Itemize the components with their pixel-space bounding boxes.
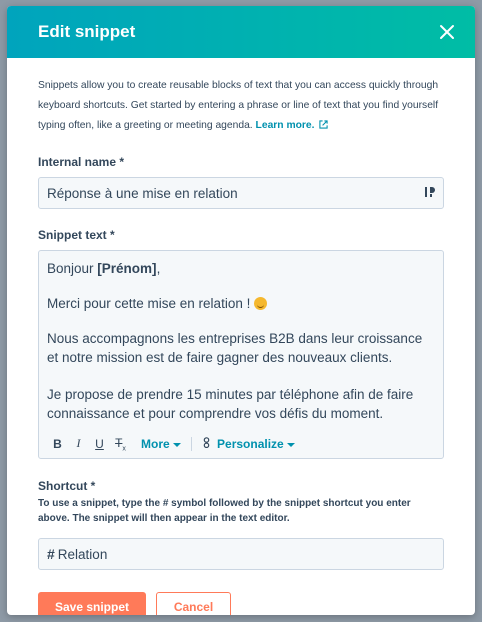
shortcut-label: Shortcut *: [38, 479, 96, 493]
intro-text: [38, 76, 444, 136]
close-icon[interactable]: [435, 20, 459, 44]
internal-name-input[interactable]: [38, 177, 444, 209]
external-link-icon: [319, 120, 328, 129]
modal-body: [7, 76, 475, 615]
firstname-token: [Prénom]: [97, 261, 157, 276]
field-action-icon[interactable]: [425, 186, 435, 201]
snippet-text-editor[interactable]: [38, 250, 444, 459]
save-snippet-button[interactable]: Save snippet: [38, 592, 146, 615]
underline-button[interactable]: U: [95, 436, 104, 451]
bold-button[interactable]: B: [53, 436, 62, 451]
modal-footer: [38, 592, 444, 615]
intro-description: Snippets allow you to create reusable blocks of text that you can access quickly through keyboard shortcuts. Get started by entering a phrase or line of text that you find yourself typing often, like a greeting or meeting agenda.: [38, 80, 439, 131]
editor-toolbar: [47, 436, 295, 452]
modal-header: [7, 6, 475, 58]
thanks-line: Merci pour cette mise en relation !: [47, 294, 435, 313]
personalize-icon: [202, 437, 211, 451]
shortcut-value: Relation: [57, 546, 108, 562]
internal-name-label: Internal name *: [38, 155, 125, 169]
learn-more-link[interactable]: Learn more.: [256, 120, 329, 131]
snippet-text-label: Snippet text *: [38, 228, 115, 242]
modal-title: Edit snippet: [38, 22, 136, 41]
mission-paragraph: Nous accompagnons les entreprises B2B dans leur croissance et notre mission est de faire gagner des nouveaux clients.: [47, 331, 423, 365]
shortcut-help-text: To use a snippet, type the # symbol followed by the snippet shortcut you enter above. The snippet will then appear in the text editor.: [38, 498, 411, 524]
toolbar-divider: [191, 437, 192, 451]
cancel-button[interactable]: Cancel: [156, 592, 231, 615]
chevron-down-icon: [287, 442, 295, 448]
shortcut-input[interactable]: [38, 538, 444, 570]
hash-prefix: #: [47, 546, 55, 562]
chevron-down-icon: [173, 442, 181, 448]
clear-format-button[interactable]: $T_x$: [115, 435, 126, 452]
italic-button[interactable]: I: [76, 436, 81, 451]
edit-snippet-modal: [7, 6, 475, 615]
greeting-line: Bonjour [Prénom],: [47, 261, 161, 276]
smile-emoji-icon: [254, 297, 267, 310]
more-dropdown[interactable]: More: [141, 437, 181, 451]
personalize-dropdown[interactable]: Personalize: [217, 437, 295, 451]
proposal-paragraph: Je propose de prendre 15 minutes par téléphone afin de faire connaissance et pour comprendre vos défis du moment.: [47, 387, 414, 421]
internal-name-value: Réponse à une mise en relation: [47, 185, 238, 201]
